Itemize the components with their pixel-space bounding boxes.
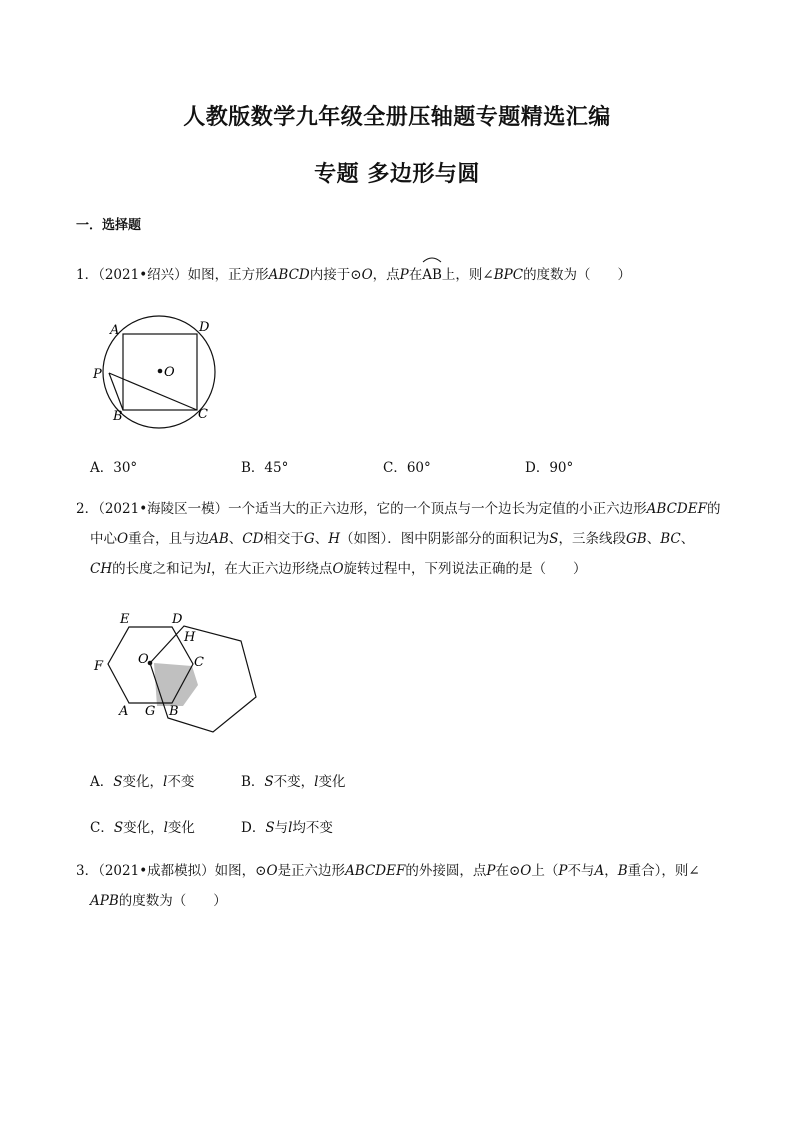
question-text: 、 xyxy=(228,531,243,547)
math-var: S xyxy=(113,820,124,836)
option-c[interactable]: C．60° xyxy=(383,460,431,476)
math-var: S xyxy=(549,531,559,547)
question-line xyxy=(76,886,726,916)
label-p: P xyxy=(93,367,102,382)
question-text: 不与 xyxy=(567,863,595,879)
option-d[interactable] xyxy=(241,816,333,836)
option-b[interactable] xyxy=(241,770,346,790)
option-d[interactable]: D．90° xyxy=(525,460,574,476)
math-var: ABCD xyxy=(268,267,310,283)
math-var: CH xyxy=(90,561,113,577)
shaded-region xyxy=(154,663,198,706)
question-source: （2021•成都模拟） xyxy=(98,863,215,879)
label-b: B xyxy=(113,409,123,424)
math-var: O xyxy=(332,561,344,577)
label-f: F xyxy=(94,659,104,674)
option-text: 不变， xyxy=(273,774,315,790)
arc-label: AB xyxy=(422,267,442,283)
question-text: 相交于 xyxy=(263,531,304,547)
option-text: 与 xyxy=(274,820,289,836)
option-text: 不变 xyxy=(167,774,195,790)
math-var: S xyxy=(265,820,275,836)
section-heading: 一．选择题 xyxy=(76,218,142,233)
math-var: GB xyxy=(625,531,647,547)
option-label: B． xyxy=(241,774,265,790)
option-label: C． xyxy=(90,820,114,836)
math-var: BC xyxy=(660,531,681,547)
math-var: O xyxy=(361,267,373,283)
label-h: H xyxy=(184,630,196,645)
math-var: P xyxy=(486,863,496,879)
label-c: C xyxy=(194,655,204,670)
question-number: 2． xyxy=(76,501,99,517)
question-text: 重合，且与边 xyxy=(128,531,210,547)
figure-hexagons xyxy=(88,608,268,743)
question-text: 的长度之和记为 xyxy=(112,561,207,577)
math-var: B xyxy=(617,863,628,879)
option-a[interactable] xyxy=(90,770,194,790)
math-var: O xyxy=(266,863,278,879)
option-b[interactable]: B．45° xyxy=(241,460,289,476)
question-text: 重合），则∠ xyxy=(627,863,700,879)
label-c: C xyxy=(198,407,208,422)
question-line xyxy=(76,554,726,584)
question-text: ，在大正六边形绕点 xyxy=(210,561,333,577)
label-d: D xyxy=(172,612,183,627)
math-var: G xyxy=(303,531,315,547)
question-text: 的外接圆，点 xyxy=(405,863,487,879)
label-a: A xyxy=(119,704,129,719)
label-e: E xyxy=(120,612,130,627)
math-var: O xyxy=(117,531,129,547)
question-1 xyxy=(76,260,726,290)
question-source: （2021•海陵区一模） xyxy=(98,501,229,517)
question-text: 在 xyxy=(408,267,423,283)
math-var: A xyxy=(594,863,605,879)
question-text: 如图，⊙ xyxy=(214,863,267,879)
question-text: 如图，正方形 xyxy=(187,267,269,283)
math-var: l xyxy=(163,774,168,790)
center-dot xyxy=(158,369,163,374)
question-text: 旋转过程中，下列说法正确的是（ ） xyxy=(343,561,587,577)
label-g: G xyxy=(145,704,156,719)
option-label: D． xyxy=(241,820,266,836)
label-a: A xyxy=(110,323,120,338)
question-3 xyxy=(76,856,726,916)
arc-notation xyxy=(422,260,442,290)
math-var: ABCDEF xyxy=(646,501,707,517)
option-text: 均不变 xyxy=(292,820,333,836)
math-var: AB xyxy=(209,531,229,547)
question-text: 在⊙ xyxy=(495,863,521,879)
question-text: 、 xyxy=(646,531,661,547)
question-line xyxy=(76,856,726,886)
option-text: 变化 xyxy=(167,820,195,836)
question-text: 的度数为（ ） xyxy=(523,267,632,283)
question-text: 中心 xyxy=(90,531,117,547)
math-var: P xyxy=(558,863,568,879)
math-var: S xyxy=(113,774,123,790)
math-var: CD xyxy=(242,531,264,547)
question-text: 上，则∠ xyxy=(441,267,494,283)
math-var: APB xyxy=(90,893,119,909)
label-b: B xyxy=(169,704,179,719)
question-number: 3． xyxy=(76,863,99,879)
arc-mark-icon xyxy=(421,255,443,263)
question-text: （如图）．图中阴影部分的面积记为 xyxy=(339,531,550,547)
question-2 xyxy=(76,494,726,584)
option-label: A． xyxy=(90,774,114,790)
option-text: 变化， xyxy=(122,774,163,790)
option-text: 变化 xyxy=(318,774,346,790)
math-var: P xyxy=(399,267,409,283)
question-text: 的 xyxy=(706,501,721,517)
figure-circle-square xyxy=(80,312,230,432)
math-var: O xyxy=(520,863,532,879)
question-text: 一个适当大的正六边形，它的一个顶点与一个边长为定值的小正六边形 xyxy=(228,501,647,517)
question-text: ，点 xyxy=(372,267,400,283)
math-var: BPC xyxy=(493,267,524,283)
question-text: ， xyxy=(604,863,618,879)
question-text: 、 xyxy=(680,531,695,547)
question-text: 的度数为（ ） xyxy=(118,893,227,909)
question-line xyxy=(76,494,726,524)
question-text: 、 xyxy=(314,531,329,547)
question-text: 上（ xyxy=(531,863,559,879)
label-d: D xyxy=(199,320,210,335)
math-var: l xyxy=(288,820,293,836)
page-title: 人教版数学九年级全册压轴题专题精选汇编 xyxy=(183,105,611,130)
question-text: ，三条线段 xyxy=(558,531,626,547)
question-text: 是正六边形 xyxy=(277,863,346,879)
math-var: l xyxy=(314,774,319,790)
label-o: O xyxy=(138,652,149,667)
math-var: ABCDEF xyxy=(345,863,406,879)
math-var: l xyxy=(206,561,211,577)
option-text: 变化， xyxy=(123,820,164,836)
question-source: （2021•绍兴） xyxy=(98,267,188,283)
option-c[interactable] xyxy=(90,816,195,836)
page-subtitle: 专题 多边形与圆 xyxy=(314,162,480,187)
option-a[interactable]: A．30° xyxy=(90,460,138,476)
question-text: 内接于⊙ xyxy=(309,267,362,283)
math-var: l xyxy=(163,820,168,836)
math-var: H xyxy=(328,531,340,547)
label-o: O xyxy=(164,365,175,380)
question-number: 1． xyxy=(76,267,99,283)
segment-pc xyxy=(109,373,197,410)
question-line xyxy=(76,524,726,554)
math-var: S xyxy=(264,774,274,790)
